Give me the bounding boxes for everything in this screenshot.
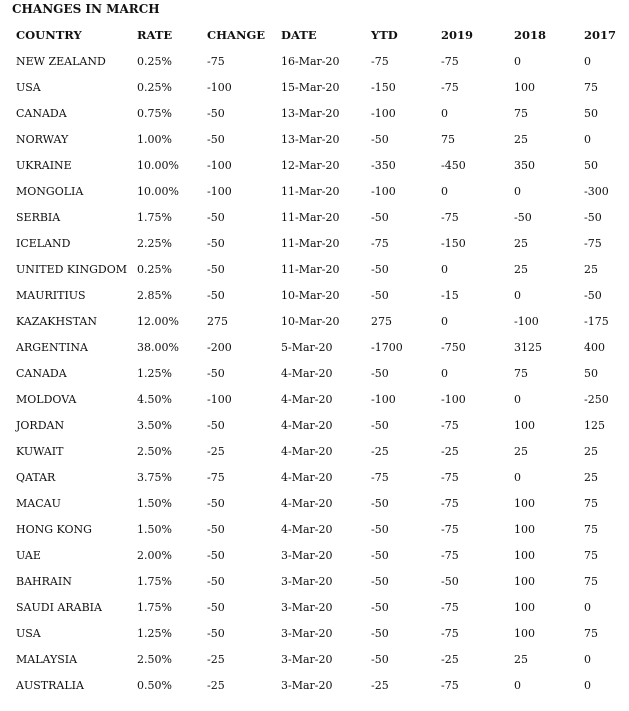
- cell-ytd: -50: [371, 418, 389, 432]
- cell-rate: 2.85%: [137, 288, 172, 302]
- cell-country: SAUDI ARABIA: [16, 600, 102, 614]
- table-row: [0, 620, 629, 646]
- cell-country: BAHRAIN: [16, 574, 72, 588]
- cell-date: 3-Mar-20: [281, 652, 333, 666]
- header-2018: 2018: [514, 28, 547, 42]
- cell-country: MONGOLIA: [16, 184, 84, 198]
- cell-y2019: -75: [441, 626, 459, 640]
- cell-country: NORWAY: [16, 132, 69, 146]
- table-row: [0, 152, 629, 178]
- cell-date: 3-Mar-20: [281, 626, 333, 640]
- cell-rate: 0.25%: [137, 54, 172, 68]
- cell-ytd: -50: [371, 366, 389, 380]
- header-rate: RATE: [137, 28, 173, 42]
- table-row: [0, 308, 629, 334]
- cell-change: -25: [207, 678, 225, 692]
- cell-y2019: -15: [441, 288, 459, 302]
- cell-y2019: -75: [441, 54, 459, 68]
- cell-ytd: -100: [371, 184, 396, 198]
- cell-y2017: 125: [584, 418, 605, 432]
- cell-y2017: 25: [584, 444, 598, 458]
- rate-changes-table: [0, 22, 629, 698]
- cell-change: 275: [207, 314, 228, 328]
- cell-ytd: -100: [371, 392, 396, 406]
- cell-country: MALAYSIA: [16, 652, 78, 666]
- cell-y2018: -100: [514, 314, 539, 328]
- cell-date: 3-Mar-20: [281, 548, 333, 562]
- cell-y2019: 0: [441, 366, 448, 380]
- cell-y2017: 75: [584, 522, 598, 536]
- cell-y2018: 25: [514, 444, 528, 458]
- table-row: [0, 360, 629, 386]
- cell-y2019: 0: [441, 262, 448, 276]
- cell-y2018: -50: [514, 210, 532, 224]
- cell-y2019: 75: [441, 132, 455, 146]
- cell-y2017: -300: [584, 184, 609, 198]
- cell-date: 4-Mar-20: [281, 366, 333, 380]
- cell-y2019: -75: [441, 600, 459, 614]
- cell-y2019: -50: [441, 574, 459, 588]
- cell-y2018: 75: [514, 366, 528, 380]
- cell-country: HONG KONG: [16, 522, 92, 536]
- cell-y2017: 400: [584, 340, 605, 354]
- cell-ytd: -25: [371, 678, 389, 692]
- cell-ytd: -50: [371, 496, 389, 510]
- cell-change: -75: [207, 470, 225, 484]
- cell-change: -100: [207, 184, 232, 198]
- cell-change: -50: [207, 288, 225, 302]
- cell-ytd: -50: [371, 548, 389, 562]
- cell-y2018: 0: [514, 184, 521, 198]
- cell-y2019: -75: [441, 210, 459, 224]
- cell-date: 4-Mar-20: [281, 470, 333, 484]
- cell-y2018: 100: [514, 600, 535, 614]
- cell-y2017: -50: [584, 288, 602, 302]
- cell-y2018: 25: [514, 262, 528, 276]
- cell-date: 3-Mar-20: [281, 600, 333, 614]
- cell-ytd: -50: [371, 210, 389, 224]
- table-row: [0, 334, 629, 360]
- cell-rate: 4.50%: [137, 392, 172, 406]
- cell-change: -50: [207, 366, 225, 380]
- cell-rate: 12.00%: [137, 314, 179, 328]
- cell-y2017: 75: [584, 80, 598, 94]
- cell-ytd: -50: [371, 132, 389, 146]
- header-date: DATE: [281, 28, 317, 42]
- cell-date: 13-Mar-20: [281, 106, 340, 120]
- table-row: [0, 490, 629, 516]
- cell-y2018: 100: [514, 418, 535, 432]
- cell-y2019: 0: [441, 314, 448, 328]
- table-row: [0, 516, 629, 542]
- cell-date: 4-Mar-20: [281, 444, 333, 458]
- cell-date: 10-Mar-20: [281, 288, 340, 302]
- table-row: [0, 178, 629, 204]
- table-row: [0, 48, 629, 74]
- cell-rate: 3.75%: [137, 470, 172, 484]
- table-row: [0, 230, 629, 256]
- cell-change: -50: [207, 574, 225, 588]
- cell-ytd: -100: [371, 106, 396, 120]
- cell-change: -50: [207, 132, 225, 146]
- cell-y2019: -75: [441, 522, 459, 536]
- cell-y2017: 75: [584, 496, 598, 510]
- cell-change: -100: [207, 158, 232, 172]
- cell-ytd: -50: [371, 600, 389, 614]
- cell-y2019: 0: [441, 106, 448, 120]
- cell-y2019: -75: [441, 80, 459, 94]
- cell-date: 4-Mar-20: [281, 418, 333, 432]
- cell-date: 11-Mar-20: [281, 210, 340, 224]
- cell-ytd: -25: [371, 444, 389, 458]
- cell-y2018: 0: [514, 392, 521, 406]
- cell-y2018: 0: [514, 54, 521, 68]
- cell-change: -50: [207, 236, 225, 250]
- cell-date: 5-Mar-20: [281, 340, 333, 354]
- cell-rate: 1.50%: [137, 496, 172, 510]
- header-country: COUNTRY: [16, 28, 82, 42]
- cell-change: -50: [207, 106, 225, 120]
- cell-y2017: 75: [584, 626, 598, 640]
- cell-y2019: -750: [441, 340, 466, 354]
- cell-rate: 1.25%: [137, 366, 172, 380]
- cell-country: UAE: [16, 548, 41, 562]
- cell-y2017: 75: [584, 574, 598, 588]
- cell-y2018: 100: [514, 496, 535, 510]
- cell-y2017: -250: [584, 392, 609, 406]
- cell-rate: 1.75%: [137, 210, 172, 224]
- cell-ytd: -75: [371, 54, 389, 68]
- table-row: [0, 438, 629, 464]
- cell-change: -50: [207, 626, 225, 640]
- cell-y2017: 25: [584, 470, 598, 484]
- cell-y2017: 50: [584, 106, 598, 120]
- cell-y2019: -75: [441, 548, 459, 562]
- cell-ytd: -75: [371, 470, 389, 484]
- cell-rate: 2.50%: [137, 652, 172, 666]
- cell-y2019: -75: [441, 418, 459, 432]
- cell-country: ARGENTINA: [16, 340, 88, 354]
- cell-ytd: -50: [371, 288, 389, 302]
- cell-rate: 3.50%: [137, 418, 172, 432]
- cell-y2017: 0: [584, 132, 591, 146]
- table-row: [0, 256, 629, 282]
- cell-y2018: 0: [514, 678, 521, 692]
- cell-country: USA: [16, 626, 41, 640]
- cell-y2018: 0: [514, 288, 521, 302]
- cell-date: 11-Mar-20: [281, 262, 340, 276]
- cell-y2018: 100: [514, 80, 535, 94]
- table-row: [0, 126, 629, 152]
- cell-change: -25: [207, 444, 225, 458]
- cell-date: 3-Mar-20: [281, 678, 333, 692]
- cell-country: ICELAND: [16, 236, 71, 250]
- cell-ytd: -50: [371, 262, 389, 276]
- cell-y2018: 25: [514, 132, 528, 146]
- cell-y2017: -175: [584, 314, 609, 328]
- cell-date: 15-Mar-20: [281, 80, 340, 94]
- cell-y2017: 0: [584, 652, 591, 666]
- cell-y2019: 0: [441, 184, 448, 198]
- cell-change: -50: [207, 522, 225, 536]
- cell-country: CANADA: [16, 106, 67, 120]
- cell-y2018: 25: [514, 652, 528, 666]
- cell-change: -50: [207, 496, 225, 510]
- cell-y2018: 75: [514, 106, 528, 120]
- cell-rate: 10.00%: [137, 184, 179, 198]
- cell-rate: 1.50%: [137, 522, 172, 536]
- table-row: [0, 204, 629, 230]
- cell-y2018: 25: [514, 236, 528, 250]
- cell-change: -50: [207, 548, 225, 562]
- table-row: [0, 100, 629, 126]
- cell-y2019: -75: [441, 470, 459, 484]
- table-row: [0, 74, 629, 100]
- cell-date: 4-Mar-20: [281, 522, 333, 536]
- cell-country: UNITED KINGDOM: [16, 262, 127, 276]
- cell-ytd: -50: [371, 626, 389, 640]
- table-row: [0, 568, 629, 594]
- page-title: CHANGES IN MARCH: [12, 2, 160, 16]
- cell-date: 4-Mar-20: [281, 392, 333, 406]
- cell-y2019: -75: [441, 496, 459, 510]
- cell-date: 10-Mar-20: [281, 314, 340, 328]
- cell-y2017: 0: [584, 600, 591, 614]
- header-ytd: YTD: [371, 28, 398, 42]
- table-row: [0, 282, 629, 308]
- cell-date: 13-Mar-20: [281, 132, 340, 146]
- cell-ytd: 275: [371, 314, 392, 328]
- cell-y2019: -75: [441, 678, 459, 692]
- table-row: [0, 646, 629, 672]
- cell-change: -25: [207, 652, 225, 666]
- cell-y2019: -450: [441, 158, 466, 172]
- cell-country: SERBIA: [16, 210, 61, 224]
- cell-country: MAURITIUS: [16, 288, 86, 302]
- cell-y2017: 25: [584, 262, 598, 276]
- cell-change: -100: [207, 392, 232, 406]
- cell-change: -75: [207, 54, 225, 68]
- cell-rate: 1.75%: [137, 600, 172, 614]
- cell-y2017: 75: [584, 548, 598, 562]
- cell-date: 16-Mar-20: [281, 54, 340, 68]
- header-2017: 2017: [584, 28, 617, 42]
- cell-rate: 2.50%: [137, 444, 172, 458]
- table-body: [0, 48, 629, 698]
- cell-rate: 38.00%: [137, 340, 179, 354]
- cell-date: 11-Mar-20: [281, 236, 340, 250]
- cell-country: QATAR: [16, 470, 56, 484]
- cell-change: -50: [207, 210, 225, 224]
- cell-y2019: -25: [441, 444, 459, 458]
- cell-y2017: 50: [584, 366, 598, 380]
- header-2019: 2019: [441, 28, 474, 42]
- cell-rate: 10.00%: [137, 158, 179, 172]
- cell-date: 4-Mar-20: [281, 496, 333, 510]
- cell-ytd: -350: [371, 158, 396, 172]
- cell-country: JORDAN: [16, 418, 65, 432]
- cell-change: -50: [207, 262, 225, 276]
- cell-country: KAZAKHSTAN: [16, 314, 97, 328]
- cell-y2018: 0: [514, 470, 521, 484]
- cell-y2019: -150: [441, 236, 466, 250]
- cell-country: NEW ZEALAND: [16, 54, 106, 68]
- cell-country: MOLDOVA: [16, 392, 77, 406]
- cell-rate: 0.25%: [137, 80, 172, 94]
- cell-y2019: -25: [441, 652, 459, 666]
- cell-ytd: -150: [371, 80, 396, 94]
- table-row: [0, 464, 629, 490]
- cell-y2017: 0: [584, 54, 591, 68]
- cell-y2017: 50: [584, 158, 598, 172]
- cell-rate: 2.00%: [137, 548, 172, 562]
- cell-country: USA: [16, 80, 41, 94]
- cell-change: -100: [207, 80, 232, 94]
- table-row: [0, 594, 629, 620]
- cell-y2019: -100: [441, 392, 466, 406]
- cell-change: -200: [207, 340, 232, 354]
- table-row: [0, 386, 629, 412]
- cell-y2017: -50: [584, 210, 602, 224]
- cell-rate: 0.50%: [137, 678, 172, 692]
- cell-y2018: 3125: [514, 340, 542, 354]
- cell-ytd: -50: [371, 522, 389, 536]
- cell-ytd: -75: [371, 236, 389, 250]
- cell-rate: 0.25%: [137, 262, 172, 276]
- table-header-row: [0, 22, 629, 48]
- cell-date: 12-Mar-20: [281, 158, 340, 172]
- cell-y2018: 350: [514, 158, 535, 172]
- cell-y2017: 0: [584, 678, 591, 692]
- cell-ytd: -50: [371, 652, 389, 666]
- cell-y2018: 100: [514, 522, 535, 536]
- cell-rate: 2.25%: [137, 236, 172, 250]
- cell-country: MACAU: [16, 496, 61, 510]
- cell-country: KUWAIT: [16, 444, 64, 458]
- cell-country: AUSTRALIA: [16, 678, 84, 692]
- header-change: CHANGE: [207, 28, 266, 42]
- cell-country: UKRAINE: [16, 158, 72, 172]
- cell-country: CANADA: [16, 366, 67, 380]
- cell-rate: 1.25%: [137, 626, 172, 640]
- cell-y2018: 100: [514, 574, 535, 588]
- table-row: [0, 412, 629, 438]
- cell-rate: 1.00%: [137, 132, 172, 146]
- cell-y2018: 100: [514, 548, 535, 562]
- cell-y2017: -75: [584, 236, 602, 250]
- table-row: [0, 672, 629, 698]
- cell-date: 11-Mar-20: [281, 184, 340, 198]
- cell-change: -50: [207, 418, 225, 432]
- cell-rate: 0.75%: [137, 106, 172, 120]
- cell-rate: 1.75%: [137, 574, 172, 588]
- cell-y2018: 100: [514, 626, 535, 640]
- table-row: [0, 542, 629, 568]
- cell-ytd: -1700: [371, 340, 403, 354]
- cell-date: 3-Mar-20: [281, 574, 333, 588]
- cell-ytd: -50: [371, 574, 389, 588]
- cell-change: -50: [207, 600, 225, 614]
